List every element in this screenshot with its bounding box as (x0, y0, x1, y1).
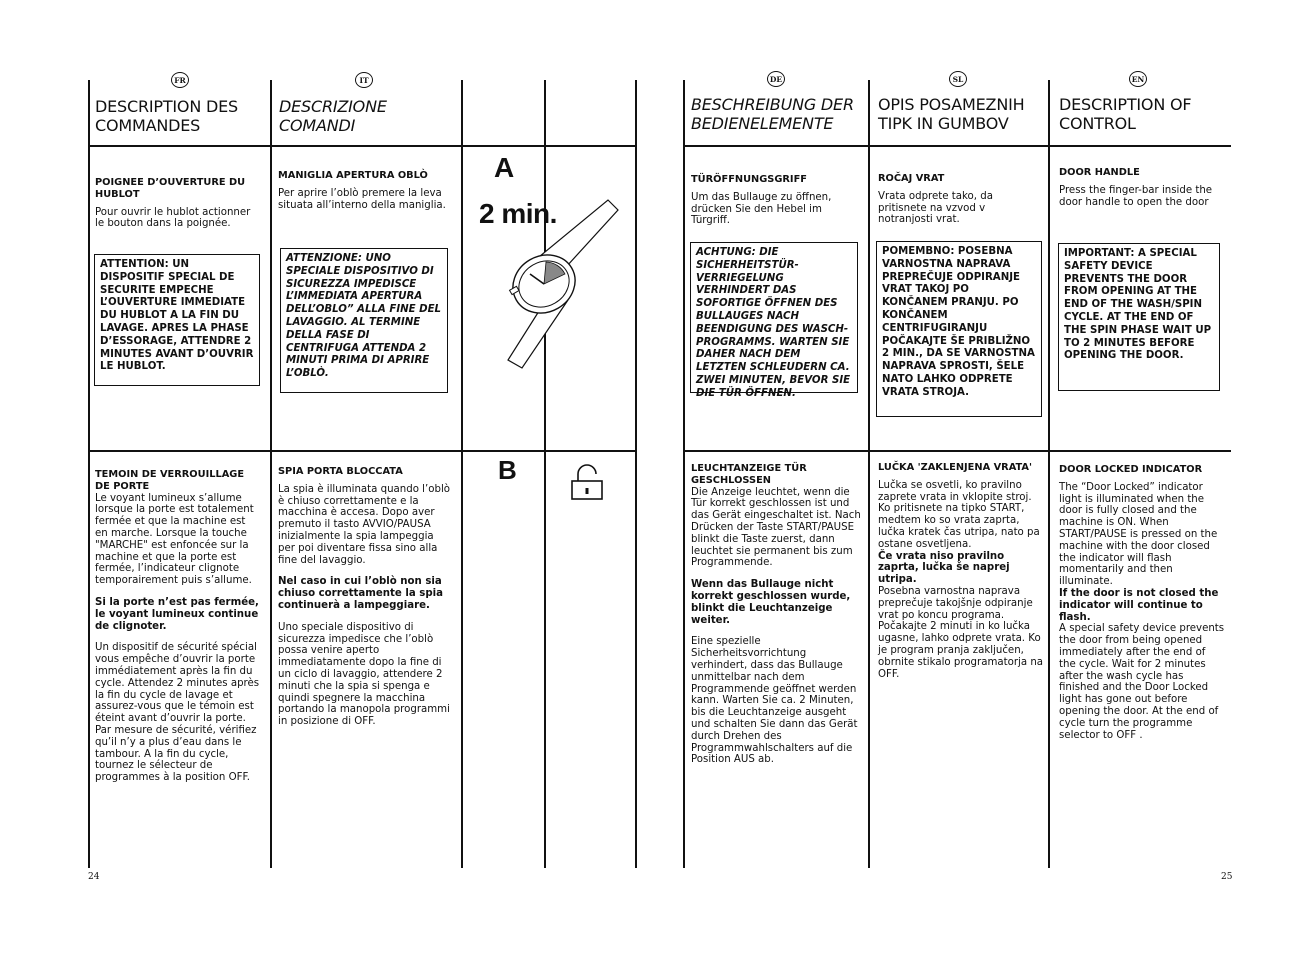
warning-box-de: ACHTUNG: DIE SICHERHEITSTÜR-VERRIEGELUNG VERHINDERT DAS SOFORTIGE ÖFFNEN DES BULLAUGES NACH BEENDIGUNG DES WASCH-PROGRAMMS. WARTEN SIE DAHER NACH DEM LETZTEN SCHLEUDERN CA. ZWEI MINUTEN, BEVOR SIE DIE TÜR ÖFFNEN. (690, 242, 858, 393)
section-text: Lučka se osvetli, ko pravilno zaprete vrata in vklopite stroj. Ko pritisnete na tipko START, medtem ko so vrata zaprta, lučka kratek čas utripa, nato pa ostane osvetljena. (878, 479, 1040, 550)
grid-line (683, 145, 1231, 147)
section-heading: POIGNEE D’OUVERTURE DU HUBLOT (95, 177, 246, 200)
section-text: Press the finger-bar inside the door handle to open the door (1059, 184, 1213, 208)
door-locked-section-de (691, 463, 863, 766)
section-text: Um das Bullauge zu öffnen, drücken Sie den Hebel im Türgriff. (691, 191, 832, 227)
section-text: The “Door Locked” indicator light is illuminated when the door is fully closed and the machine is ON. When START/PAUSE is pressed on the machine with the door closed the indicator will flash momentarily and then illuminate. (1059, 481, 1218, 588)
timer-watch-icon (468, 188, 636, 370)
column-title-de: BESCHREIBUNG DER BEDIENELEMENTE (691, 95, 854, 133)
grid-line (270, 80, 272, 868)
section-bold-text: Wenn das Bullauge nicht korrekt geschlossen wurde, blinkt die Leuchtanzeige weiter. (691, 579, 851, 626)
section-text: La spia è illuminata quando l’oblò è chiuso correttamente e la macchina è accesa. Dopo aver premuto il tasto AVVIO/PAUSA inizialmente la spia lampeggia per poi diventare fissa sino alla fine del lavaggio. (278, 483, 451, 566)
language-badge-de: DE (767, 71, 785, 87)
door-handle-section-sl (878, 173, 1043, 226)
section-heading: SPIA PORTA BLOCCATA (278, 466, 403, 477)
section-text: Eine spezielle Sicherheitsvorrichtung verhindert, dass das Bullauge unmittelbar nach dem Programmende geöffnet werden kann. Warten Sie ca. 2 Minuten, bis die Leuchtanzeige ausgeht und schalten Sie dann das Gerät durch Drehen des Programmwahlschalters auf die Position AUS ab. (691, 636, 858, 766)
language-badge-sl: SL (949, 71, 967, 87)
grid-line (868, 80, 870, 868)
warning-box-fr: ATTENTION: UN DISPOSITIF SPECIAL DE SECURITE EMPECHE L’OUVERTURE IMMEDIATE DU HUBLOT A LA FIN DU LAVAGE. APRES LA PHASE D’ESSORAGE, ATTENDRE 2 MINUTES AVANT D’OUVRIR LE HUBLOT. (94, 254, 260, 386)
section-heading: LUČKA 'ZAKLENJENA VRATA' (878, 462, 1033, 473)
grid-line (88, 80, 90, 868)
section-heading: ROČAJ VRAT (878, 173, 945, 184)
section-bold-text: Nel caso in cui l’oblò non sia chiuso correttamente la spia continuerà a lampeggiare. (278, 576, 443, 611)
warning-box-it: ATTENZIONE: UNO SPECIALE DISPOSITIVO DI SICUREZZA IMPEDISCE L’IMMEDIATA APERTURA DELL’OBLO” ALLA FINE DEL LAVAGGIO. AL TERMINE DELLA FASE DI CENTRIFUGA ATTENDA 2 MINUTI PRIMA DI APRIRE L’OBLÒ. (280, 248, 448, 393)
section-bold-text: Si la porte n’est pas fermée, le voyant lumineux continue de clignoter. (95, 596, 259, 632)
door-handle-section-fr (95, 177, 260, 230)
column-title-fr: DESCRIPTION DES COMMANDES (95, 97, 238, 135)
figure-a-time: 2 min. (479, 198, 557, 229)
door-handle-section-en (1059, 167, 1224, 208)
door-handle-section-de (691, 174, 863, 227)
grid-line (683, 450, 1231, 452)
warning-box-en: IMPORTANT: A SPECIAL SAFETY DEVICE PREVENTS THE DOOR FROM OPENING AT THE END OF THE WASH/SPIN CYCLE. AT THE END OF THE SPIN PHASE WAIT UP TO 2 MINUTES BEFORE OPENING THE DOOR. (1058, 243, 1220, 391)
section-bold-text: Če vrata niso pravilno zaprta, lučka še naprej utripa. (878, 550, 1010, 586)
figure-a-label: A (494, 152, 515, 183)
section-text: Posebna varnostna naprava preprečuje takojšnje odpiranje vrat po koncu programa. Počakajte 2 minuti in ko lučka ugasne, lahko odprete vrata. Ko je program pranja zaključen, obrnite stikalo programatorja na OFF. (878, 585, 1044, 680)
section-heading: LEUCHTANZEIGE TÜR GESCHLOSSEN (691, 463, 807, 486)
section-heading: DOOR LOCKED INDICATOR (1059, 464, 1203, 475)
section-text: Vrata odprete tako, da pritisnete na vzvod v notranjosti vrat. (878, 190, 993, 226)
section-text: Per aprire l’oblò premere la leva situata all’interno della maniglia. (278, 187, 446, 211)
section-text: A special safety device prevents the door from being opened immediately after the end of the cycle. Wait for 2 minutes after the wash cycle has finished and the Door Locked light has gone out before opening the door. At the end of cycle turn the programme selector to OFF . (1059, 623, 1225, 741)
door-handle-section-it (278, 170, 453, 211)
warning-box-sl: POMEMBNO: POSEBNA VARNOSTNA NAPRAVA PREPREČUJE ODPIRANJE VRAT TAKOJ PO KONČANEM PRANJU. PO KONČANEM CENTRIFUGIRANJU POČAKAJTE ŠE PRIBLIŽNO 2 MIN., DA SE VARNOSTNA NAPRAVA SPROSTI, ŠELE NATO LAHKO ODPRETE VRATA STROJA. (876, 241, 1042, 417)
section-text: Die Anzeige leuchtet, wenn die Tür korrekt geschlossen ist und das Gerät eingeschaltet ist. Nach Drücken der Taste START/PAUSE blinkt die Taste zuerst, dann leuchtet sie permanent bis zum Programmende. (691, 486, 861, 569)
section-text: Uno speciale dispositivo di sicurezza impedisce che l’oblò possa venire aperto immediatamente dopo la fine di un ciclo di lavaggio, attendere 2 minuti che la spia si spenga e quindi spegnere la macchina portando la manopola programmi in posizione di OFF. (278, 621, 450, 728)
section-heading: MANIGLIA APERTURA OBLÒ (278, 170, 428, 181)
grid-line (88, 450, 636, 452)
door-locked-section-sl (878, 462, 1044, 680)
grid-line (1048, 80, 1050, 868)
grid-line (683, 80, 685, 868)
language-badge-en: EN (1129, 71, 1147, 87)
section-bold-text: If the door is not closed the indicator will continue to flash. (1059, 587, 1219, 623)
grid-line (461, 80, 463, 868)
section-heading: TEMOIN DE VERROUILLAGE DE PORTE (95, 469, 245, 492)
grid-line (88, 145, 636, 147)
column-title-en: DESCRIPTION OF CONTROL (1059, 95, 1192, 133)
page-number-right: 25 (1221, 872, 1233, 882)
column-title-sl: OPIS POSAMEZNIH TIPK IN GUMBOV (878, 95, 1025, 133)
padlock-icon (568, 464, 606, 502)
section-heading: DOOR HANDLE (1059, 167, 1140, 178)
column-title-it: DESCRIZIONE COMANDI (279, 97, 387, 135)
section-text: Un dispositif de sécurité spécial vous empêche d’ouvrir la porte immédiatement après la fin du cycle. Attendez 2 minutes après la fin du cycle de lavage et assurez-vous que le témoin est éteint avant d’ouvrir la porte. Par mesure de sécurité, vérifiez qu’il n’y a plus d’eau dans le tambour. A la fin du cycle, tournez le sélecteur de programmes à la position OFF. (95, 642, 260, 784)
door-locked-section-it (278, 466, 452, 728)
language-badge-it: IT (355, 72, 373, 88)
language-badge-fr: FR (171, 72, 189, 88)
page-number-left: 24 (88, 872, 100, 882)
section-heading: TÜRÖFFNUNGSGRIFF (691, 174, 807, 185)
door-locked-section-fr (95, 469, 260, 784)
section-text: Le voyant lumineux s’allume lorsque la porte est totalement fermée et que la machine est en marche. Lorsque la touche "MARCHE" est enfoncée sur la machine et que la porte est fermée, l’indicateur clignote temporairement puis s’allume. (95, 492, 254, 587)
section-text: Pour ouvrir le hublot actionner le bouton dans la poignée. (95, 206, 251, 230)
figure-b-label: B (498, 455, 517, 485)
door-locked-section-en (1059, 464, 1225, 741)
